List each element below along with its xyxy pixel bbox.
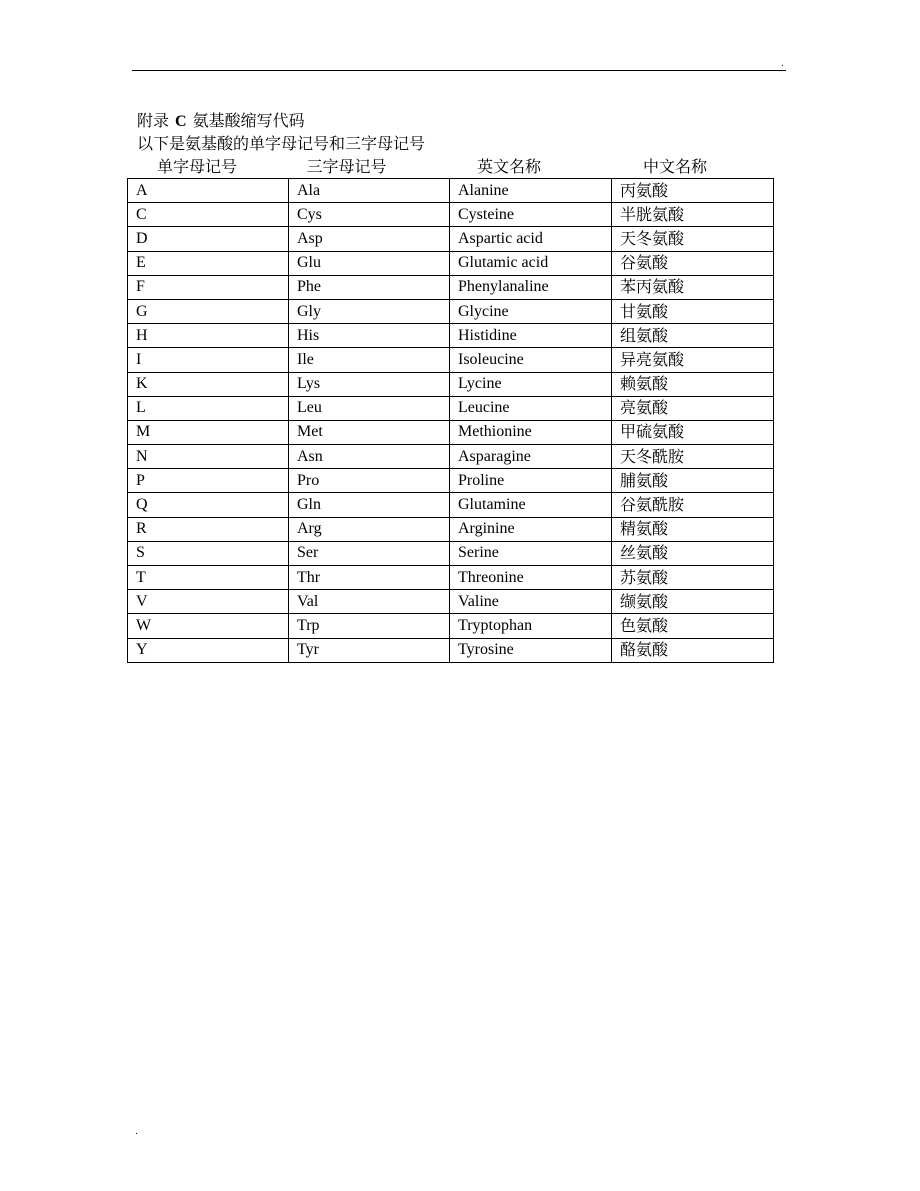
english-name: Threonine — [450, 566, 612, 590]
table-row — [128, 614, 774, 638]
single-letter-code: H — [128, 324, 289, 348]
table-row — [128, 227, 774, 251]
single-letter-code: Q — [128, 493, 289, 517]
table-row — [128, 275, 774, 299]
english-name: Glutamine — [450, 493, 612, 517]
title-suffix: 氨基酸缩写代码 — [192, 111, 305, 130]
chinese-name: 色氨酸 — [612, 614, 774, 638]
english-name: Asparagine — [450, 445, 612, 469]
chinese-name: 丙氨酸 — [612, 179, 774, 203]
three-letter-code: Ile — [289, 348, 450, 372]
english-name: Methionine — [450, 420, 612, 444]
three-letter-code: Glu — [289, 251, 450, 275]
title-code: C — [175, 113, 187, 130]
three-letter-code: Phe — [289, 275, 450, 299]
three-letter-code: Pro — [289, 469, 450, 493]
three-letter-code: Val — [289, 590, 450, 614]
chinese-name: 脯氨酸 — [612, 469, 774, 493]
amino-acid-table — [127, 178, 774, 663]
english-name: Glycine — [450, 299, 612, 323]
single-letter-code: M — [128, 420, 289, 444]
three-letter-code: His — [289, 324, 450, 348]
english-name: Alanine — [450, 179, 612, 203]
subtitle: 以下是氨基酸的单字母记号和三字母记号 — [137, 134, 426, 153]
chinese-name: 异亮氨酸 — [612, 348, 774, 372]
chinese-name: 组氨酸 — [612, 324, 774, 348]
single-letter-code: N — [128, 445, 289, 469]
table-row — [128, 566, 774, 590]
single-letter-code: L — [128, 396, 289, 420]
column-header-three-letter: 三字母记号 — [306, 157, 387, 176]
english-name: Glutamic acid — [450, 251, 612, 275]
english-name: Phenylanaline — [450, 275, 612, 299]
table-row — [128, 299, 774, 323]
three-letter-code: Ser — [289, 541, 450, 565]
chinese-name: 天冬氨酸 — [612, 227, 774, 251]
chinese-name: 苏氨酸 — [612, 566, 774, 590]
three-letter-code: Trp — [289, 614, 450, 638]
table-row — [128, 469, 774, 493]
single-letter-code: F — [128, 275, 289, 299]
three-letter-code: Asn — [289, 445, 450, 469]
appendix-title — [137, 111, 305, 132]
english-name: Aspartic acid — [450, 227, 612, 251]
english-name: Histidine — [450, 324, 612, 348]
table-row — [128, 541, 774, 565]
three-letter-code: Tyr — [289, 638, 450, 662]
table-row — [128, 179, 774, 203]
single-letter-code: C — [128, 203, 289, 227]
english-name: Proline — [450, 469, 612, 493]
chinese-name: 苯丙氨酸 — [612, 275, 774, 299]
three-letter-code: Asp — [289, 227, 450, 251]
single-letter-code: G — [128, 299, 289, 323]
single-letter-code: I — [128, 348, 289, 372]
single-letter-code: Y — [128, 638, 289, 662]
title-prefix: 附录 — [137, 111, 170, 130]
english-name: Isoleucine — [450, 348, 612, 372]
table-row — [128, 445, 774, 469]
english-name: Leucine — [450, 396, 612, 420]
chinese-name: 谷氨酸 — [612, 251, 774, 275]
three-letter-code: Cys — [289, 203, 450, 227]
single-letter-code: A — [128, 179, 289, 203]
single-letter-code: D — [128, 227, 289, 251]
single-letter-code: V — [128, 590, 289, 614]
english-name: Tyrosine — [450, 638, 612, 662]
english-name: Tryptophan — [450, 614, 612, 638]
column-header-english-name: 英文名称 — [476, 157, 541, 176]
table-row — [128, 396, 774, 420]
english-name: Cysteine — [450, 203, 612, 227]
english-name: Arginine — [450, 517, 612, 541]
three-letter-code: Arg — [289, 517, 450, 541]
three-letter-code: Leu — [289, 396, 450, 420]
chinese-name: 亮氨酸 — [612, 396, 774, 420]
single-letter-code: R — [128, 517, 289, 541]
header-mark: . — [781, 59, 784, 69]
english-name: Lycine — [450, 372, 612, 396]
chinese-name: 谷氨酰胺 — [612, 493, 774, 517]
three-letter-code: Gly — [289, 299, 450, 323]
single-letter-code: P — [128, 469, 289, 493]
table-row — [128, 420, 774, 444]
column-headers — [127, 156, 773, 178]
table-row — [128, 493, 774, 517]
table-row — [128, 324, 774, 348]
table-row — [128, 372, 774, 396]
three-letter-code: Gln — [289, 493, 450, 517]
chinese-name: 甘氨酸 — [612, 299, 774, 323]
chinese-name: 酪氨酸 — [612, 638, 774, 662]
table-row — [128, 348, 774, 372]
english-name: Valine — [450, 590, 612, 614]
footer-mark: . — [135, 1127, 138, 1137]
three-letter-code: Thr — [289, 566, 450, 590]
three-letter-code: Ala — [289, 179, 450, 203]
column-header-chinese-name: 中文名称 — [642, 157, 707, 176]
single-letter-code: S — [128, 541, 289, 565]
chinese-name: 甲硫氨酸 — [612, 420, 774, 444]
table-row — [128, 203, 774, 227]
header-rule — [132, 70, 786, 71]
chinese-name: 缬氨酸 — [612, 590, 774, 614]
chinese-name: 半胱氨酸 — [612, 203, 774, 227]
single-letter-code: W — [128, 614, 289, 638]
chinese-name: 天冬酰胺 — [612, 445, 774, 469]
chinese-name: 丝氨酸 — [612, 541, 774, 565]
single-letter-code: T — [128, 566, 289, 590]
single-letter-code: E — [128, 251, 289, 275]
english-name: Serine — [450, 541, 612, 565]
chinese-name: 赖氨酸 — [612, 372, 774, 396]
three-letter-code: Lys — [289, 372, 450, 396]
single-letter-code: K — [128, 372, 289, 396]
table-row — [128, 638, 774, 662]
amino-acid-table-body — [128, 179, 774, 663]
three-letter-code: Met — [289, 420, 450, 444]
table-row — [128, 590, 774, 614]
table-row — [128, 517, 774, 541]
column-header-single-letter: 单字母记号 — [156, 157, 237, 176]
chinese-name: 精氨酸 — [612, 517, 774, 541]
table-row — [128, 251, 774, 275]
